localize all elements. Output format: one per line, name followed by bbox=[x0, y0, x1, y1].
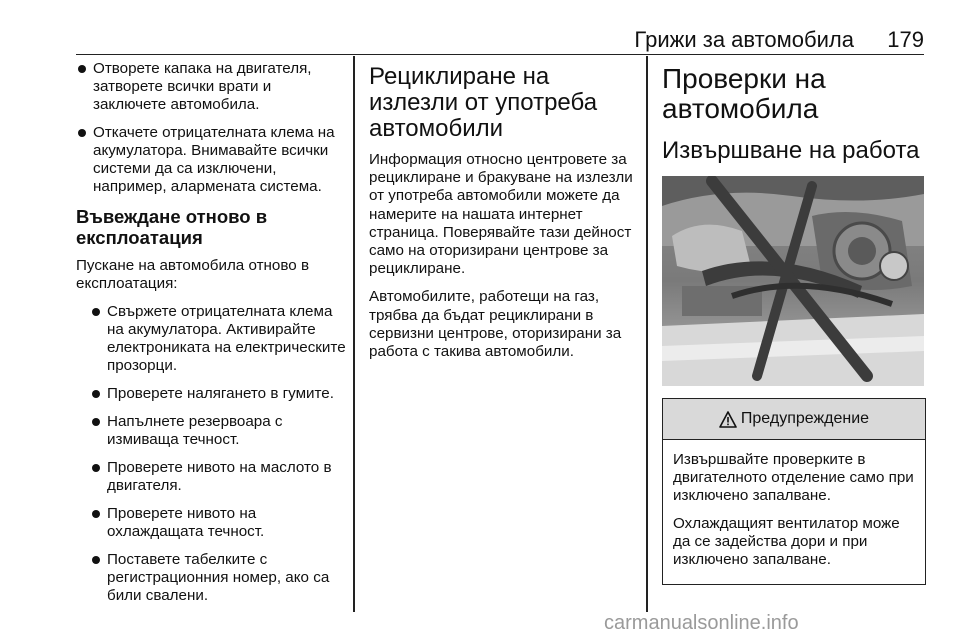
watermark: carmanualsonline.info bbox=[604, 612, 799, 634]
column-middle bbox=[369, 64, 633, 371]
column-divider-2 bbox=[646, 56, 648, 612]
chapter-title: Проверки на автомобила bbox=[662, 63, 826, 124]
engine-compartment-photo bbox=[662, 176, 924, 386]
page-header bbox=[76, 24, 924, 55]
list-item: Отворете капака на двигателя, затворете всички врати и заключете автомобила. bbox=[76, 60, 346, 114]
recycling-heading: Рециклиране на излезли от употреба автомобили bbox=[369, 63, 598, 142]
bullet-icon bbox=[92, 556, 100, 564]
warning-body bbox=[663, 440, 925, 584]
list-item: Проверете налягането в гумите. bbox=[90, 385, 346, 403]
section-title: Извършване на работа bbox=[662, 137, 920, 164]
paragraph: Информация относно центровете за рециклиране и бракуване на излезли от употреба автомобили можете да намерите на нашата интернет страница. Поверявайте тази дейност само на оторизирани центрове за рециклиране. bbox=[369, 151, 633, 278]
list-item: Напълнете резервоара с измиваща течност. bbox=[90, 413, 346, 449]
paragraph: Автомобилите, работещи на газ, трябва да бъдат рециклирани в сервизни центрове, оторизирани за работа с такива автомобили. bbox=[369, 288, 622, 361]
list-item: Проверете нивото на маслото в двигателя. bbox=[90, 459, 346, 495]
preparation-list bbox=[76, 60, 346, 196]
list-item: Проверете нивото на охлаждащата течност. bbox=[90, 505, 346, 541]
bullet-icon bbox=[92, 308, 100, 316]
column-divider-1 bbox=[353, 56, 355, 612]
warning-icon bbox=[719, 411, 737, 428]
list-item: Свържете отрицателната клема на акумулатора. Активирайте електрониката на електрическите прозорци. bbox=[90, 303, 346, 375]
column-left bbox=[76, 60, 346, 615]
warning-title: Предупреждение bbox=[740, 410, 870, 427]
warning-paragraph: Охлаждащият вентилатор може да се задейства дори и при изключено запалване. bbox=[673, 514, 900, 569]
warning-paragraph: Извършвайте проверките в двигателното отделение само при изключено запалване. bbox=[673, 451, 914, 505]
intro-paragraph: Пускане на автомобила отново в експлоатация: bbox=[76, 257, 310, 293]
list-item: Откачете отрицателната клема на акумулатора. Внимавайте всички системи да са изключени, например, алармената система. bbox=[76, 124, 346, 196]
section-heading: Въвеждане отново в експлоатация bbox=[76, 206, 268, 248]
bullet-icon bbox=[78, 129, 86, 137]
warning-box bbox=[662, 398, 926, 585]
bullet-icon bbox=[92, 464, 100, 472]
list-item: Поставете табелките с регистрационния номер, ако са били свалени. bbox=[90, 551, 346, 605]
column-right bbox=[662, 64, 926, 585]
bullet-icon bbox=[78, 65, 86, 73]
warning-header bbox=[663, 399, 925, 440]
page-number: 179 bbox=[887, 27, 924, 52]
bullet-icon bbox=[92, 418, 100, 426]
recommissioning-list bbox=[76, 303, 346, 605]
bullet-icon bbox=[92, 510, 100, 518]
bullet-icon bbox=[92, 390, 100, 398]
running-title: Грижи за автомобила bbox=[634, 27, 854, 52]
